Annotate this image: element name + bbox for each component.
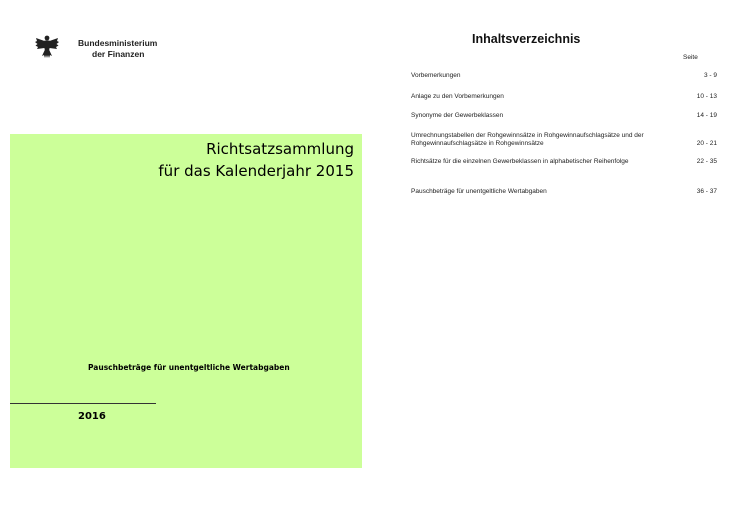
cover-subtitle: Pauschbeträge für unentgeltliche Wertabgaben [88,363,290,372]
toc-entry-label: Vorbemerkungen [411,72,461,79]
toc-entry-pages: 14 - 19 [696,112,717,119]
toc-entry-label: Umrechnungstabellen der Rohgewinnsätze in Rohgewinnaufschlagsätze und der Rohgewinnaufschlagsätze in Rohgewinnsätze [411,132,644,147]
toc-entry-label: Richtsätze für die einzelnen Gewerbeklassen in alphabetischer Reihenfolge [411,158,629,165]
toc-title: Inhaltsverzeichnis [472,32,581,46]
cover-title-line-2: für das Kalenderjahr 2015 [158,162,354,180]
toc-entry-label: Anlage zu den Vorbemerkungen [411,93,504,100]
cover-box [10,134,362,468]
ministry-name [78,38,178,60]
toc-entry-pages: 20 - 21 [696,140,717,147]
toc-entry-label: Pauschbeträge für unentgeltliche Wertabgaben [411,188,547,195]
cover-title-line-1: Richtsatzsammlung [206,140,354,158]
toc-entry-pages: 22 - 35 [696,158,717,165]
toc-entry-pages: 3 - 9 [703,72,717,79]
federal-eagle-icon [34,34,60,60]
toc-page-header: Seite [683,54,698,61]
ministry-line-1: Bundesministerium [78,38,158,48]
cover-divider [10,403,156,404]
toc-entry-pages: 36 - 37 [696,188,717,195]
ministry-line-2: der Finanzen [92,49,145,59]
toc-entry-pages: 10 - 13 [696,93,717,100]
cover-year: 2016 [78,411,106,422]
toc-entry-label: Synonyme der Gewerbeklassen [411,112,504,119]
